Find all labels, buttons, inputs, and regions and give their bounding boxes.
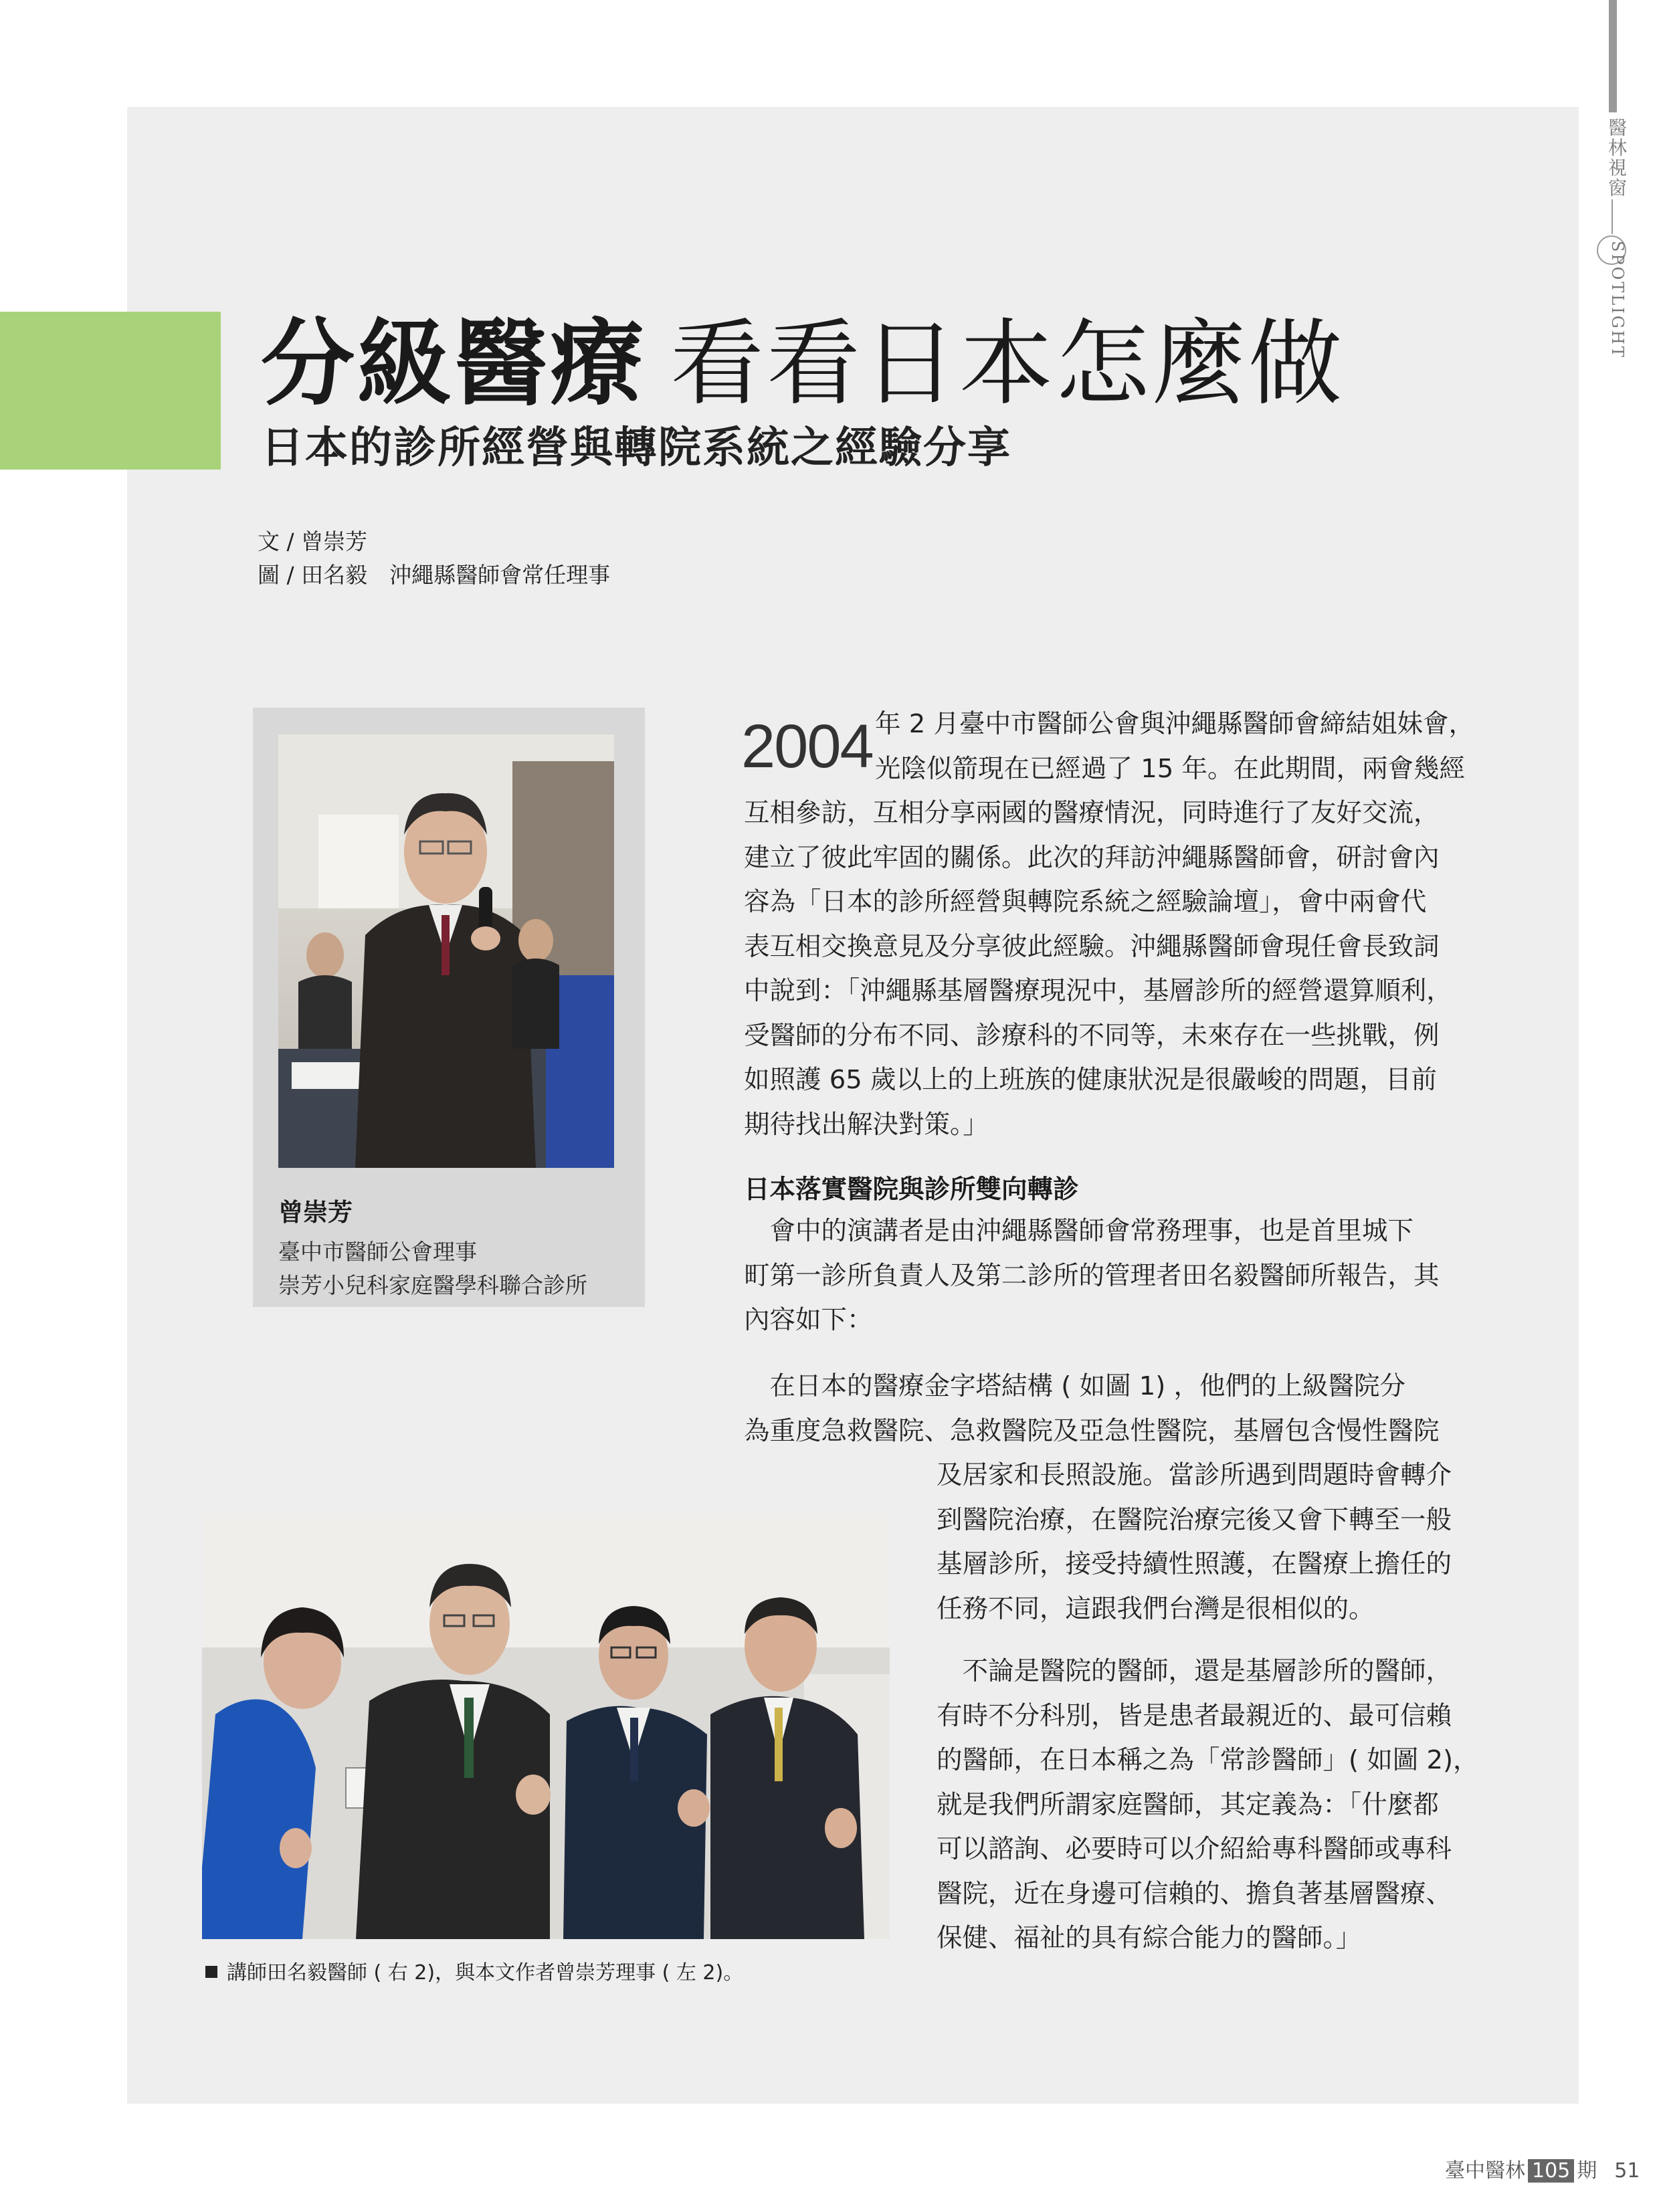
- para-line: 可以諮詢、必要時可以介紹給專科醫師或專科: [937, 1834, 1452, 1864]
- para-line: 會中的演講者是由沖繩縣醫師會常務理事，也是首里城下: [744, 1216, 1414, 1246]
- para-line: 不論是醫院的醫師，還是基層診所的醫師，: [937, 1656, 1452, 1686]
- para-line: 有時不分科別，皆是患者最親近的、最可信賴: [937, 1700, 1452, 1731]
- issue-suffix: 期: [1577, 2159, 1597, 2183]
- side-rule: [1609, 0, 1617, 112]
- para-line: 在日本的醫療金字塔結構 ( 如圖 1) ，他們的上級醫院分: [744, 1371, 1405, 1401]
- para-line: 期待找出解決對策。」: [744, 1109, 989, 1140]
- para-line: 町第一診所負責人及第二診所的管理者田名毅醫師所報告，其: [744, 1260, 1440, 1291]
- para-line: 到醫院治療，在醫院治療完後又會下轉至一般: [937, 1504, 1452, 1535]
- para-line: 基層診所，接受持續性照護，在醫療上擔任的: [937, 1549, 1452, 1579]
- para-line: 任務不同，這跟我們台灣是很相似的。: [937, 1593, 1375, 1624]
- paragraph-3-narrow: [937, 1453, 1452, 1631]
- side-divider: [1612, 199, 1613, 234]
- magazine-name: 臺中醫林: [1445, 2159, 1525, 2183]
- title-bold: 分級醫療: [261, 310, 647, 419]
- intro-lines: [875, 702, 1474, 791]
- para-line: 及居家和長照設施。當診所遇到問題時會轉介: [937, 1460, 1452, 1490]
- photo-caption: [205, 1956, 743, 1985]
- lead-year: 2004: [741, 712, 873, 781]
- author-name: 曾崇芳: [278, 1198, 353, 1227]
- section-label: 醫林視窗: [1605, 118, 1628, 198]
- paragraph-1: [744, 791, 1452, 1147]
- intro-line: 年 2 月臺中市醫師公會與沖繩縣醫師會締結姐妹會，: [875, 709, 1474, 739]
- para-line: 建立了彼此牢固的關係。此次的拜訪沖繩縣醫師會，研討會內: [744, 842, 1440, 873]
- section-heading: 日本落實醫院與診所雙向轉診: [744, 1175, 1079, 1205]
- para-line: 中說到：「沖繩縣基層醫療現況中，基層診所的經營還算順利，: [744, 976, 1452, 1006]
- intro-line: 光陰似箭現在已經過了 15 年。在此期間，兩會幾經: [875, 753, 1465, 784]
- photo-caption-text: 講師田名毅醫師 ( 右 2)，與本文作者曾崇芳理事 ( 左 2)。: [227, 1961, 744, 1985]
- green-accent-block: [0, 312, 221, 470]
- page-number: 51: [1614, 2159, 1640, 2183]
- page-footer: [1445, 2154, 1640, 2183]
- para-line: 就是我們所謂家庭醫師，其定義為：「什麼都: [937, 1789, 1439, 1820]
- para-line: 容為「日本的診所經營與轉院系統之經驗論壇」，會中兩會代: [744, 887, 1427, 917]
- issue-number: 105: [1528, 2159, 1574, 2183]
- para-line: 的醫師，在日本稱之為「常診醫師」( 如圖 2)，: [937, 1745, 1479, 1775]
- credits: [258, 525, 610, 592]
- para-line: 內容如下：: [744, 1305, 873, 1335]
- paragraph-3-wide: [744, 1365, 1440, 1453]
- author-speaking-photo: [278, 734, 614, 1168]
- page-title: [261, 310, 1345, 419]
- para-line: 保健、福祉的具有綜合能力的醫師。」: [937, 1923, 1362, 1953]
- para-line: 受醫師的分布不同、診療科的不同等，未來存在一些挑戰，例: [744, 1020, 1440, 1051]
- photo-credit: 圖 / 田名毅 沖繩縣醫師會常任理事: [258, 562, 611, 588]
- writer-credit: 文 / 曾崇芳: [258, 528, 368, 555]
- para-line: 為重度急救醫院、急救醫院及亞急性醫院，基層包含慢性醫院: [744, 1415, 1440, 1446]
- para-line: 互相參訪，互相分享兩國的醫療情況，同時進行了友好交流，: [744, 798, 1440, 828]
- group-photo: [202, 1514, 890, 1939]
- caption-bullet-icon: [205, 1966, 217, 1978]
- page-subtitle: 日本的診所經營與轉院系統之經驗分享: [261, 423, 1011, 473]
- author-role-2: 崇芳小兒科家庭醫學科聯合診所: [278, 1272, 587, 1298]
- para-line: 如照護 65 歲以上的上班族的健康狀況是很嚴峻的問題，目前: [744, 1065, 1437, 1095]
- paragraph-2: [744, 1209, 1440, 1343]
- paragraph-4: [937, 1649, 1479, 1961]
- title-light: 看看日本怎麼做: [670, 310, 1345, 419]
- para-line: 表互相交換意見及分享彼此經驗。沖繩縣醫師會現任會長致詞: [744, 931, 1440, 962]
- author-role-1: 臺中市醫師公會理事: [278, 1239, 477, 1265]
- para-line: 醫院，近在身邊可信賴的、擔負著基層醫療、: [937, 1878, 1452, 1909]
- section-label-en: SPOTLIGHT: [1608, 241, 1627, 359]
